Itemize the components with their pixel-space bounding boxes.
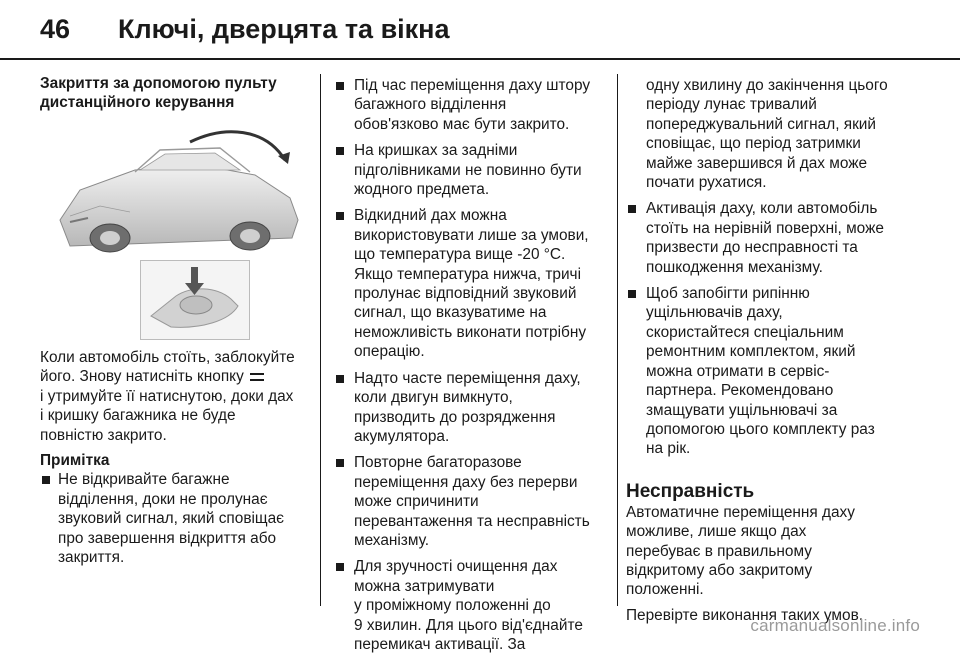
section-heading: Закриття за допомогою пульту дистанційного керування <box>40 75 277 111</box>
malfunction-paragraph: Автоматичне переміщення даху можливе, лише якщо дах перебуває в правильному відкритому або закритому положенні. <box>626 503 855 599</box>
square-bullet-icon <box>336 375 344 383</box>
square-bullet-icon <box>628 205 636 213</box>
column-2 <box>334 76 612 661</box>
square-bullet-icon <box>336 459 344 467</box>
column-1 <box>40 74 312 574</box>
bullet-item: Повторне багаторазове переміщення даху без перерви може спричинити перевантаження та несправність механізму. <box>334 453 612 550</box>
bullet-item: На кришках за задніми підголівниками не повинно бути жодного предмета. <box>334 141 612 199</box>
note-bullet: Не відкривайте багажне відділення, доки не пролунає звуковий сигнал, який сповіщає про завершення відкриття або закриття. <box>40 470 312 567</box>
bullet-item: Під час переміщення даху штору багажного відділення обов'язково має бути закрито. <box>334 76 612 134</box>
square-bullet-icon <box>336 563 344 571</box>
column-divider-2 <box>617 74 618 606</box>
watermark: carmanualsonline.info <box>750 616 920 635</box>
note-label: Примітка <box>40 452 110 470</box>
column-3 <box>626 76 922 625</box>
car-roof-illustration <box>40 120 312 340</box>
malfunction-heading: Несправність <box>626 480 755 502</box>
page-number: 46 <box>40 14 71 44</box>
bullet-item: Активація даху, коли автомобіль стоїть на нерівній поверхні, може призвести до несправності та пошкодження механізму. <box>626 199 922 277</box>
bullet-item: Відкидний дах можна використовувати лише за умови, що температура вище -20 °C. Якщо температура нижча, тричі пролунає відповідний звуковий сигнал, що вказуватиме на неможливість виконати потрібну операцію. <box>334 206 612 361</box>
square-bullet-icon <box>336 147 344 155</box>
square-bullet-icon <box>336 82 344 90</box>
page-header <box>40 14 450 50</box>
column-divider-1 <box>320 74 321 606</box>
instruction-paragraph: Коли автомобіль стоїть, заблокуйте його. Знову натисніть кнопку і утримуйте її натиснутою, доки дах і кришку багажника не буде повністю закрито. <box>40 349 295 444</box>
square-bullet-icon <box>336 212 344 220</box>
square-bullet-icon <box>628 290 636 298</box>
double-bar-icon <box>250 373 264 381</box>
remote-key-icon <box>141 261 248 338</box>
remote-key-inset <box>140 260 250 340</box>
bullet-item: Надто часте переміщення даху, коли двигун вимкнуто, призводить до розрядження акумулятора. <box>334 369 612 447</box>
page-title: Ключі, дверцята та вікна <box>118 14 450 44</box>
square-bullet-icon <box>42 476 50 484</box>
bullet-continuation: одну хвилину до закінчення цього періоду лунає тривалий попереджувальний сигнал, який сповіщає, що період затримки майже завершився й дах може почати рухатися. <box>646 77 888 192</box>
header-rule <box>0 58 960 60</box>
check-conditions-paragraph: Перевірте виконання таких умов. <box>626 606 864 624</box>
bullet-item: Щоб запобігти рипінню ущільнювачів даху, скористайтеся спеціальним ремонтним комплектом, який можна отримати в сервіс- партнера. Рекомендовано змащувати ущільнювачі за допомогою цього комплекту раз на рік. <box>626 284 922 459</box>
bullet-item: Для зручності очищення дах можна затримувати у проміжному положенні до 9 хвилин. Для цього від'єднайте перемикач активації. За <box>334 557 612 654</box>
